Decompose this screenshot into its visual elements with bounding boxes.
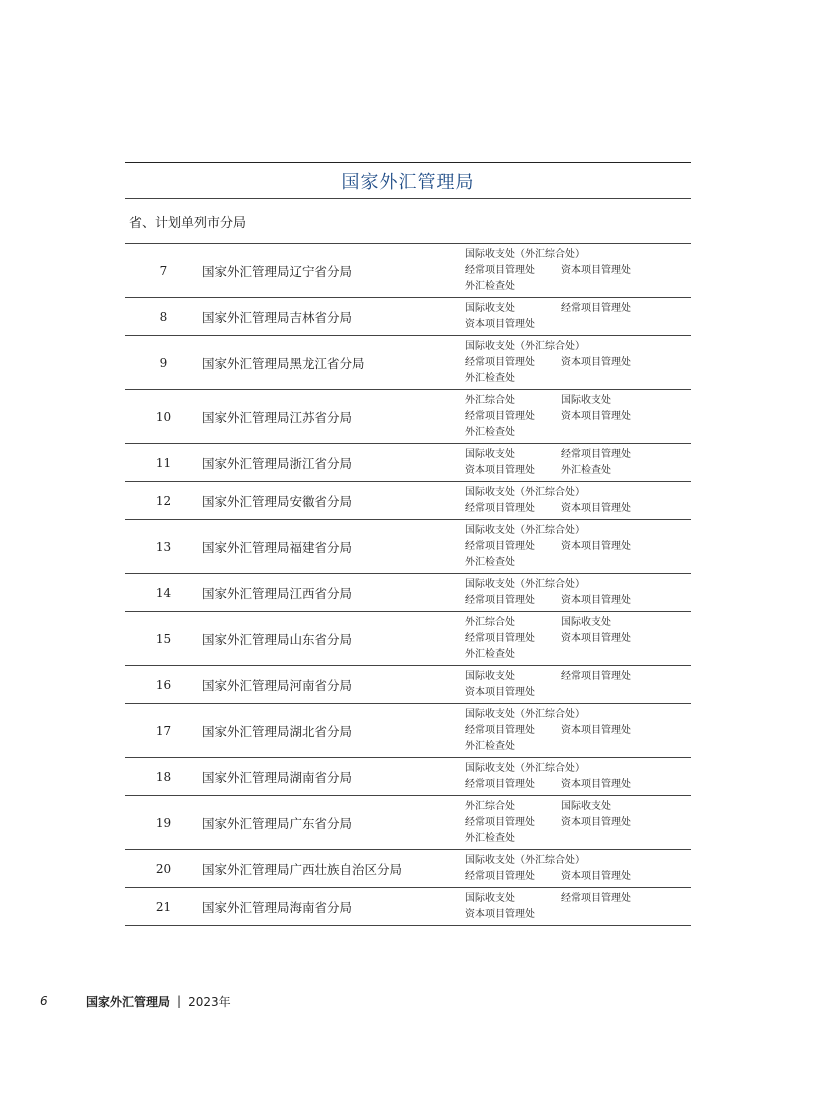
department-item: 资本项目管理处	[561, 632, 631, 644]
department-list	[465, 707, 691, 755]
department-item: 经常项目管理处	[465, 264, 535, 276]
branch-name: 国家外汇管理局广西壮族自治区分局	[202, 861, 403, 877]
department-line	[465, 371, 691, 387]
department-item: 国际收支处	[561, 616, 611, 628]
row-number: 18	[155, 769, 172, 784]
department-item: 经常项目管理处	[465, 502, 535, 514]
department-line	[465, 615, 691, 631]
department-item: 外汇检查处	[465, 832, 515, 844]
department-line	[465, 723, 691, 739]
department-item: 国际收支处	[465, 670, 515, 682]
department-item: 外汇检查处	[465, 648, 515, 660]
department-list	[465, 799, 691, 847]
department-item: 资本项目管理处	[465, 318, 535, 330]
department-list	[465, 615, 691, 663]
branch-name: 国家外汇管理局江苏省分局	[202, 409, 353, 425]
department-item: 国际收支处（外汇综合处）	[465, 762, 585, 774]
department-line	[465, 685, 691, 701]
branch-name: 国家外汇管理局湖南省分局	[202, 769, 353, 785]
department-line	[465, 647, 691, 663]
department-line	[465, 577, 691, 593]
branch-name: 国家外汇管理局湖北省分局	[202, 723, 353, 739]
department-item: 经常项目管理处	[561, 302, 631, 314]
department-list	[465, 891, 691, 923]
department-item: 外汇检查处	[465, 740, 515, 752]
department-item: 国际收支处	[561, 800, 611, 812]
branch-name: 国家外汇管理局吉林省分局	[202, 309, 353, 325]
department-line	[465, 485, 691, 501]
branch-name: 国家外汇管理局安徽省分局	[202, 493, 353, 509]
department-line	[465, 425, 691, 441]
department-item: 资本项目管理处	[561, 540, 631, 552]
department-list	[465, 339, 691, 387]
department-item: 资本项目管理处	[561, 870, 631, 882]
department-line	[465, 355, 691, 371]
department-item: 经常项目管理处	[561, 670, 631, 682]
department-item: 国际收支处	[465, 302, 515, 314]
department-line	[465, 301, 691, 317]
footer-separator: |	[177, 994, 182, 1008]
branch-name: 国家外汇管理局河南省分局	[202, 677, 353, 693]
section-heading: 省、计划单列市分局	[129, 215, 247, 231]
department-item: 国际收支处（外汇综合处）	[465, 708, 585, 720]
department-list	[465, 761, 691, 793]
department-item: 经常项目管理处	[465, 356, 535, 368]
department-item: 国际收支处（外汇综合处）	[465, 340, 585, 352]
branch-name: 国家外汇管理局黑龙江省分局	[202, 355, 365, 371]
footer-year: 2023年	[188, 994, 231, 1009]
department-line	[465, 447, 691, 463]
department-item: 国际收支处（外汇综合处）	[465, 248, 585, 260]
table-row	[125, 390, 691, 444]
branch-name: 国家外汇管理局江西省分局	[202, 585, 353, 601]
department-line	[465, 761, 691, 777]
department-line	[465, 317, 691, 333]
department-line	[465, 891, 691, 907]
page-footer	[40, 992, 231, 1010]
department-item: 经常项目管理处	[465, 778, 535, 790]
row-number: 19	[155, 815, 172, 830]
department-item: 外汇综合处	[465, 800, 515, 812]
row-number: 8	[159, 309, 168, 324]
department-item: 经常项目管理处	[561, 892, 631, 904]
branch-name: 国家外汇管理局辽宁省分局	[202, 263, 353, 279]
department-item: 资本项目管理处	[561, 264, 631, 276]
department-item: 外汇综合处	[465, 394, 515, 406]
footer-org: 国家外汇管理局	[86, 994, 171, 1009]
branch-name: 国家外汇管理局广东省分局	[202, 815, 353, 831]
department-item: 经常项目管理处	[465, 632, 535, 644]
table-row	[125, 574, 691, 612]
department-item: 资本项目管理处	[561, 778, 631, 790]
table-row	[125, 612, 691, 666]
row-number: 14	[155, 585, 172, 600]
department-line	[465, 523, 691, 539]
department-item: 国际收支处（外汇综合处）	[465, 854, 585, 866]
department-item: 经常项目管理处	[465, 410, 535, 422]
department-line	[465, 247, 691, 263]
table-title: 国家外汇管理局	[341, 171, 475, 193]
department-line	[465, 393, 691, 409]
branch-name: 国家外汇管理局福建省分局	[202, 539, 353, 555]
table-row	[125, 444, 691, 482]
department-item: 国际收支处（外汇综合处）	[465, 578, 585, 590]
table-row	[125, 336, 691, 390]
department-item: 经常项目管理处	[465, 816, 535, 828]
department-item: 国际收支处	[465, 892, 515, 904]
department-item: 经常项目管理处	[465, 724, 535, 736]
branch-name: 国家外汇管理局山东省分局	[202, 631, 353, 647]
department-list	[465, 247, 691, 295]
department-item: 资本项目管理处	[561, 724, 631, 736]
department-line	[465, 869, 691, 885]
department-line	[465, 777, 691, 793]
department-line	[465, 631, 691, 647]
department-line	[465, 501, 691, 517]
department-item: 经常项目管理处	[465, 594, 535, 606]
table-row	[125, 520, 691, 574]
page-number: 6	[40, 994, 48, 1008]
department-list	[465, 447, 691, 479]
department-item: 资本项目管理处	[561, 410, 631, 422]
branch-name: 国家外汇管理局海南省分局	[202, 899, 353, 915]
row-number: 12	[155, 493, 172, 508]
row-number: 21	[155, 899, 172, 914]
department-item: 国际收支处	[465, 448, 515, 460]
row-number: 15	[155, 631, 172, 646]
department-line	[465, 799, 691, 815]
department-item: 资本项目管理处	[465, 464, 535, 476]
department-line	[465, 907, 691, 923]
department-list	[465, 485, 691, 517]
branch-name: 国家外汇管理局浙江省分局	[202, 455, 353, 471]
department-line	[465, 707, 691, 723]
table-row	[125, 704, 691, 758]
department-item: 资本项目管理处	[465, 908, 535, 920]
department-item: 外汇检查处	[465, 372, 515, 384]
department-line	[465, 463, 691, 479]
department-item: 资本项目管理处	[561, 816, 631, 828]
department-item: 资本项目管理处	[561, 594, 631, 606]
department-item: 外汇检查处	[465, 426, 515, 438]
department-item: 资本项目管理处	[561, 356, 631, 368]
department-item: 经常项目管理处	[561, 448, 631, 460]
department-item: 国际收支处	[561, 394, 611, 406]
department-line	[465, 555, 691, 571]
department-line	[465, 593, 691, 609]
department-item: 外汇检查处	[465, 556, 515, 568]
table-row	[125, 850, 691, 888]
row-number: 20	[155, 861, 172, 876]
department-item: 经常项目管理处	[465, 870, 535, 882]
department-item: 经常项目管理处	[465, 540, 535, 552]
department-line	[465, 339, 691, 355]
row-number: 9	[159, 355, 168, 370]
department-line	[465, 539, 691, 555]
table-row	[125, 298, 691, 336]
department-line	[465, 831, 691, 847]
row-number: 7	[159, 263, 168, 278]
department-line	[465, 853, 691, 869]
table-row	[125, 482, 691, 520]
table-row	[125, 244, 691, 298]
department-line	[465, 669, 691, 685]
row-number: 16	[155, 677, 172, 692]
department-item: 国际收支处（外汇综合处）	[465, 524, 585, 536]
department-line	[465, 739, 691, 755]
department-list	[465, 523, 691, 571]
directory-table	[125, 162, 691, 926]
row-number: 10	[155, 409, 172, 424]
department-list	[465, 669, 691, 701]
department-list	[465, 577, 691, 609]
table-row	[125, 796, 691, 850]
table-row	[125, 666, 691, 704]
department-line	[465, 409, 691, 425]
department-item: 外汇检查处	[465, 280, 515, 292]
department-item: 资本项目管理处	[561, 502, 631, 514]
department-line	[465, 279, 691, 295]
table-row	[125, 888, 691, 926]
table-row	[125, 758, 691, 796]
department-item: 国际收支处（外汇综合处）	[465, 486, 585, 498]
branch-list	[125, 243, 691, 926]
row-number: 17	[155, 723, 172, 738]
department-item: 资本项目管理处	[465, 686, 535, 698]
department-line	[465, 263, 691, 279]
row-number: 13	[155, 539, 172, 554]
department-item: 外汇检查处	[561, 464, 611, 476]
department-list	[465, 393, 691, 441]
department-item: 外汇综合处	[465, 616, 515, 628]
department-list	[465, 853, 691, 885]
department-line	[465, 815, 691, 831]
row-number: 11	[155, 455, 172, 470]
department-list	[465, 301, 691, 333]
